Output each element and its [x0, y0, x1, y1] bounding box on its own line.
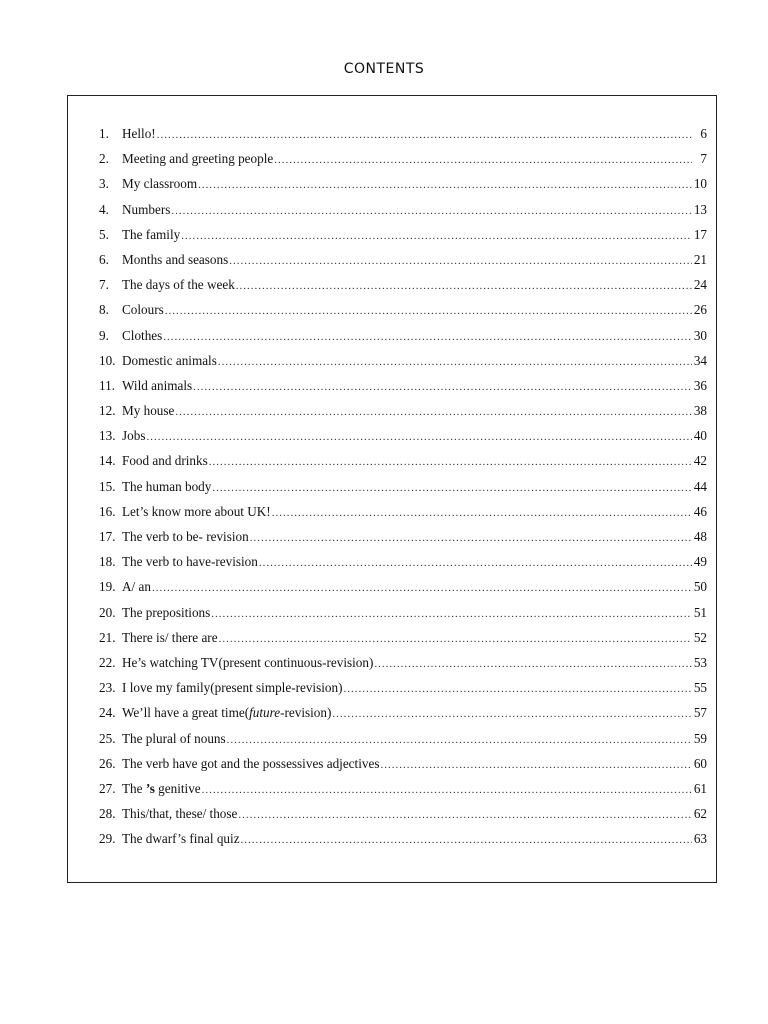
toc-entry [99, 348, 707, 373]
toc-entry [99, 272, 707, 297]
toc-entry [99, 524, 707, 549]
toc-entry-number: 11. [99, 377, 115, 393]
dot-leader [198, 173, 692, 198]
toc-entry-page-number: 24 [693, 277, 707, 293]
toc-entry-title: Hello! [122, 126, 156, 141]
toc-entry-page-number: 59 [693, 730, 707, 746]
dot-leader [212, 476, 692, 501]
dot-leader [165, 299, 692, 324]
toc-entry-page-number: 21 [693, 251, 707, 267]
toc-entry [99, 574, 707, 599]
toc-entry [99, 423, 707, 448]
toc-entry-number: 7. [99, 277, 109, 293]
dot-leader [238, 803, 692, 828]
toc-entry-page-number: 61 [693, 780, 707, 796]
toc-entry [99, 146, 707, 171]
toc-entry-title: Clothes [122, 327, 163, 343]
dot-leader [218, 350, 692, 375]
toc-entry-page-number: 46 [693, 503, 707, 519]
dot-leader [193, 375, 692, 400]
dot-leader [241, 828, 692, 853]
toc-entry [99, 448, 707, 473]
toc-entry [99, 373, 707, 398]
dot-leader [163, 325, 692, 350]
toc-entry [99, 625, 707, 650]
dot-leader [272, 501, 692, 526]
toc-entry-page-number: 52 [693, 629, 707, 645]
toc-entry-page-number: 49 [693, 554, 707, 570]
toc-entry-page-number: 57 [693, 705, 707, 721]
toc-entry-title: Wild animals [122, 377, 193, 393]
toc-entry-title: The ’s genitive [122, 780, 201, 796]
dot-leader [332, 702, 692, 727]
dot-leader [219, 627, 692, 652]
toc-entry [99, 751, 707, 776]
toc-entry-page-number: 34 [693, 352, 707, 368]
toc-entry-title: The plural of nouns [122, 730, 226, 746]
dot-leader [259, 551, 692, 576]
toc-entry-title: The human body [122, 478, 212, 494]
toc-entry-title: Domestic animals [122, 352, 217, 368]
toc-entry [99, 247, 707, 272]
dot-leader [146, 425, 692, 450]
toc-entry-title: The verb to have-revision [122, 554, 258, 570]
toc-entry-title: The verb to be- revision [122, 529, 249, 544]
toc-entry-title: Food and drinks [122, 453, 208, 469]
toc-entry [99, 323, 707, 348]
toc-entry-number: 8. [99, 302, 109, 318]
toc-entry-title: I love my family(present simple-revision) [122, 680, 343, 696]
toc-entry-number: 28. [99, 806, 116, 822]
toc-entry-number: 1. [99, 126, 109, 141]
toc-entry-number: 16. [99, 503, 116, 519]
toc-entry-number: 26. [99, 755, 116, 771]
dot-leader [229, 249, 692, 274]
toc-entry [99, 297, 707, 322]
toc-entry [99, 650, 707, 675]
toc-entry-number: 12. [99, 403, 116, 419]
toc-entry-number: 15. [99, 478, 116, 494]
toc-entry-title: The verb have got and the possessives adjectives [122, 755, 380, 771]
toc-entry-title: He’s watching TV(present continuous-revision) [122, 654, 374, 670]
toc-entry-number: 22. [99, 654, 116, 670]
toc-entry [99, 776, 707, 801]
toc-entry [99, 726, 707, 751]
page-title: CONTENTS [343, 61, 425, 78]
toc-entry [99, 675, 707, 700]
toc-entry-title: My house [122, 403, 175, 419]
toc-entry [99, 826, 707, 851]
dot-leader [374, 652, 692, 677]
toc-entry-title: The dwarf’s final quiz [122, 831, 240, 847]
toc-entry-number: 21. [99, 629, 116, 645]
toc-entry [99, 600, 707, 625]
dot-leader [343, 677, 692, 702]
dot-leader [250, 526, 692, 551]
toc-entry-title: Let’s know more about UK! [122, 503, 271, 519]
toc-entry-title: Months and seasons [122, 251, 229, 267]
toc-entry-number: 10. [99, 352, 116, 368]
toc-entry [99, 474, 707, 499]
toc-entry-page-number: 60 [693, 755, 707, 771]
toc-entry-number: 27. [99, 780, 116, 796]
toc-entry-title: Meeting and greeting people [122, 151, 274, 167]
toc-entry-title: Numbers [122, 201, 171, 217]
toc-entry-title: The days of the week [122, 277, 235, 293]
toc-entry-number: 2. [99, 151, 109, 167]
toc-entry-number: 29. [99, 831, 116, 847]
dot-leader [171, 199, 692, 224]
toc-entry-number: 19. [99, 579, 116, 595]
toc-entry-title: This/that, these/ those [122, 806, 238, 822]
toc-entry-number: 6. [99, 251, 109, 267]
toc-entry-page-number: 48 [693, 529, 707, 544]
dot-leader [211, 602, 692, 627]
toc-entry-title: Colours [122, 302, 164, 318]
toc-entry [99, 398, 707, 423]
table-of-contents [99, 121, 707, 851]
toc-entry-title: There is/ there are [122, 629, 218, 645]
toc-entry [99, 197, 707, 222]
toc-entry-page-number: 53 [693, 654, 707, 670]
toc-entry-number: 9. [99, 327, 109, 343]
toc-entry-number: 18. [99, 554, 116, 570]
toc-entry-number: 25. [99, 730, 116, 746]
toc-entry-number: 23. [99, 680, 116, 696]
toc-entry-title: Jobs [122, 428, 146, 444]
toc-entry-page-number: 38 [693, 403, 707, 419]
toc-entry-page-number: 7 [700, 151, 707, 167]
toc-entry [99, 171, 707, 196]
toc-entry-title: A/ an [122, 579, 151, 595]
toc-entry-page-number: 17 [693, 226, 707, 242]
dot-leader [380, 753, 692, 778]
dot-leader [209, 450, 692, 475]
toc-entry-page-number: 44 [693, 478, 707, 494]
toc-entry [99, 499, 707, 524]
toc-entry-page-number: 6 [700, 126, 707, 141]
toc-entry-title: The prepositions [122, 604, 211, 620]
dot-leader [181, 224, 692, 249]
toc-entry-page-number: 13 [693, 201, 707, 217]
toc-entry-page-number: 36 [693, 377, 707, 393]
toc-entry-page-number: 26 [693, 302, 707, 318]
toc-entry-page-number: 40 [693, 428, 707, 444]
toc-entry [99, 801, 707, 826]
toc-entry [99, 121, 707, 146]
toc-entry-number: 14. [99, 453, 116, 469]
toc-entry-page-number: 62 [693, 806, 707, 822]
toc-entry-title: My classroom [122, 176, 198, 192]
toc-entry-page-number: 10 [693, 176, 707, 192]
toc-entry-number: 24. [99, 705, 116, 721]
toc-entry-page-number: 42 [693, 453, 707, 469]
dot-leader [236, 274, 692, 299]
toc-entry-page-number: 63 [693, 831, 707, 847]
toc-entry-number: 3. [99, 176, 109, 192]
dot-leader [157, 123, 692, 148]
toc-entry-title: We’ll have a great time(future-revision) [122, 705, 332, 721]
dot-leader [227, 728, 692, 753]
dot-leader [202, 778, 692, 803]
toc-entry-number: 13. [99, 428, 116, 444]
toc-entry [99, 222, 707, 247]
toc-entry [99, 700, 707, 725]
dot-leader [152, 576, 692, 601]
dot-leader [274, 148, 692, 173]
toc-entry-title: The family [122, 226, 181, 242]
toc-entry-page-number: 30 [693, 327, 707, 343]
toc-entry-number: 20. [99, 604, 116, 620]
toc-entry-page-number: 55 [693, 680, 707, 696]
toc-entry [99, 549, 707, 574]
toc-entry-number: 17. [99, 529, 116, 544]
toc-entry-page-number: 50 [693, 579, 707, 595]
toc-entry-page-number: 51 [693, 604, 707, 620]
toc-entry-number: 4. [99, 201, 109, 217]
toc-entry-number: 5. [99, 226, 109, 242]
dot-leader [175, 400, 692, 425]
